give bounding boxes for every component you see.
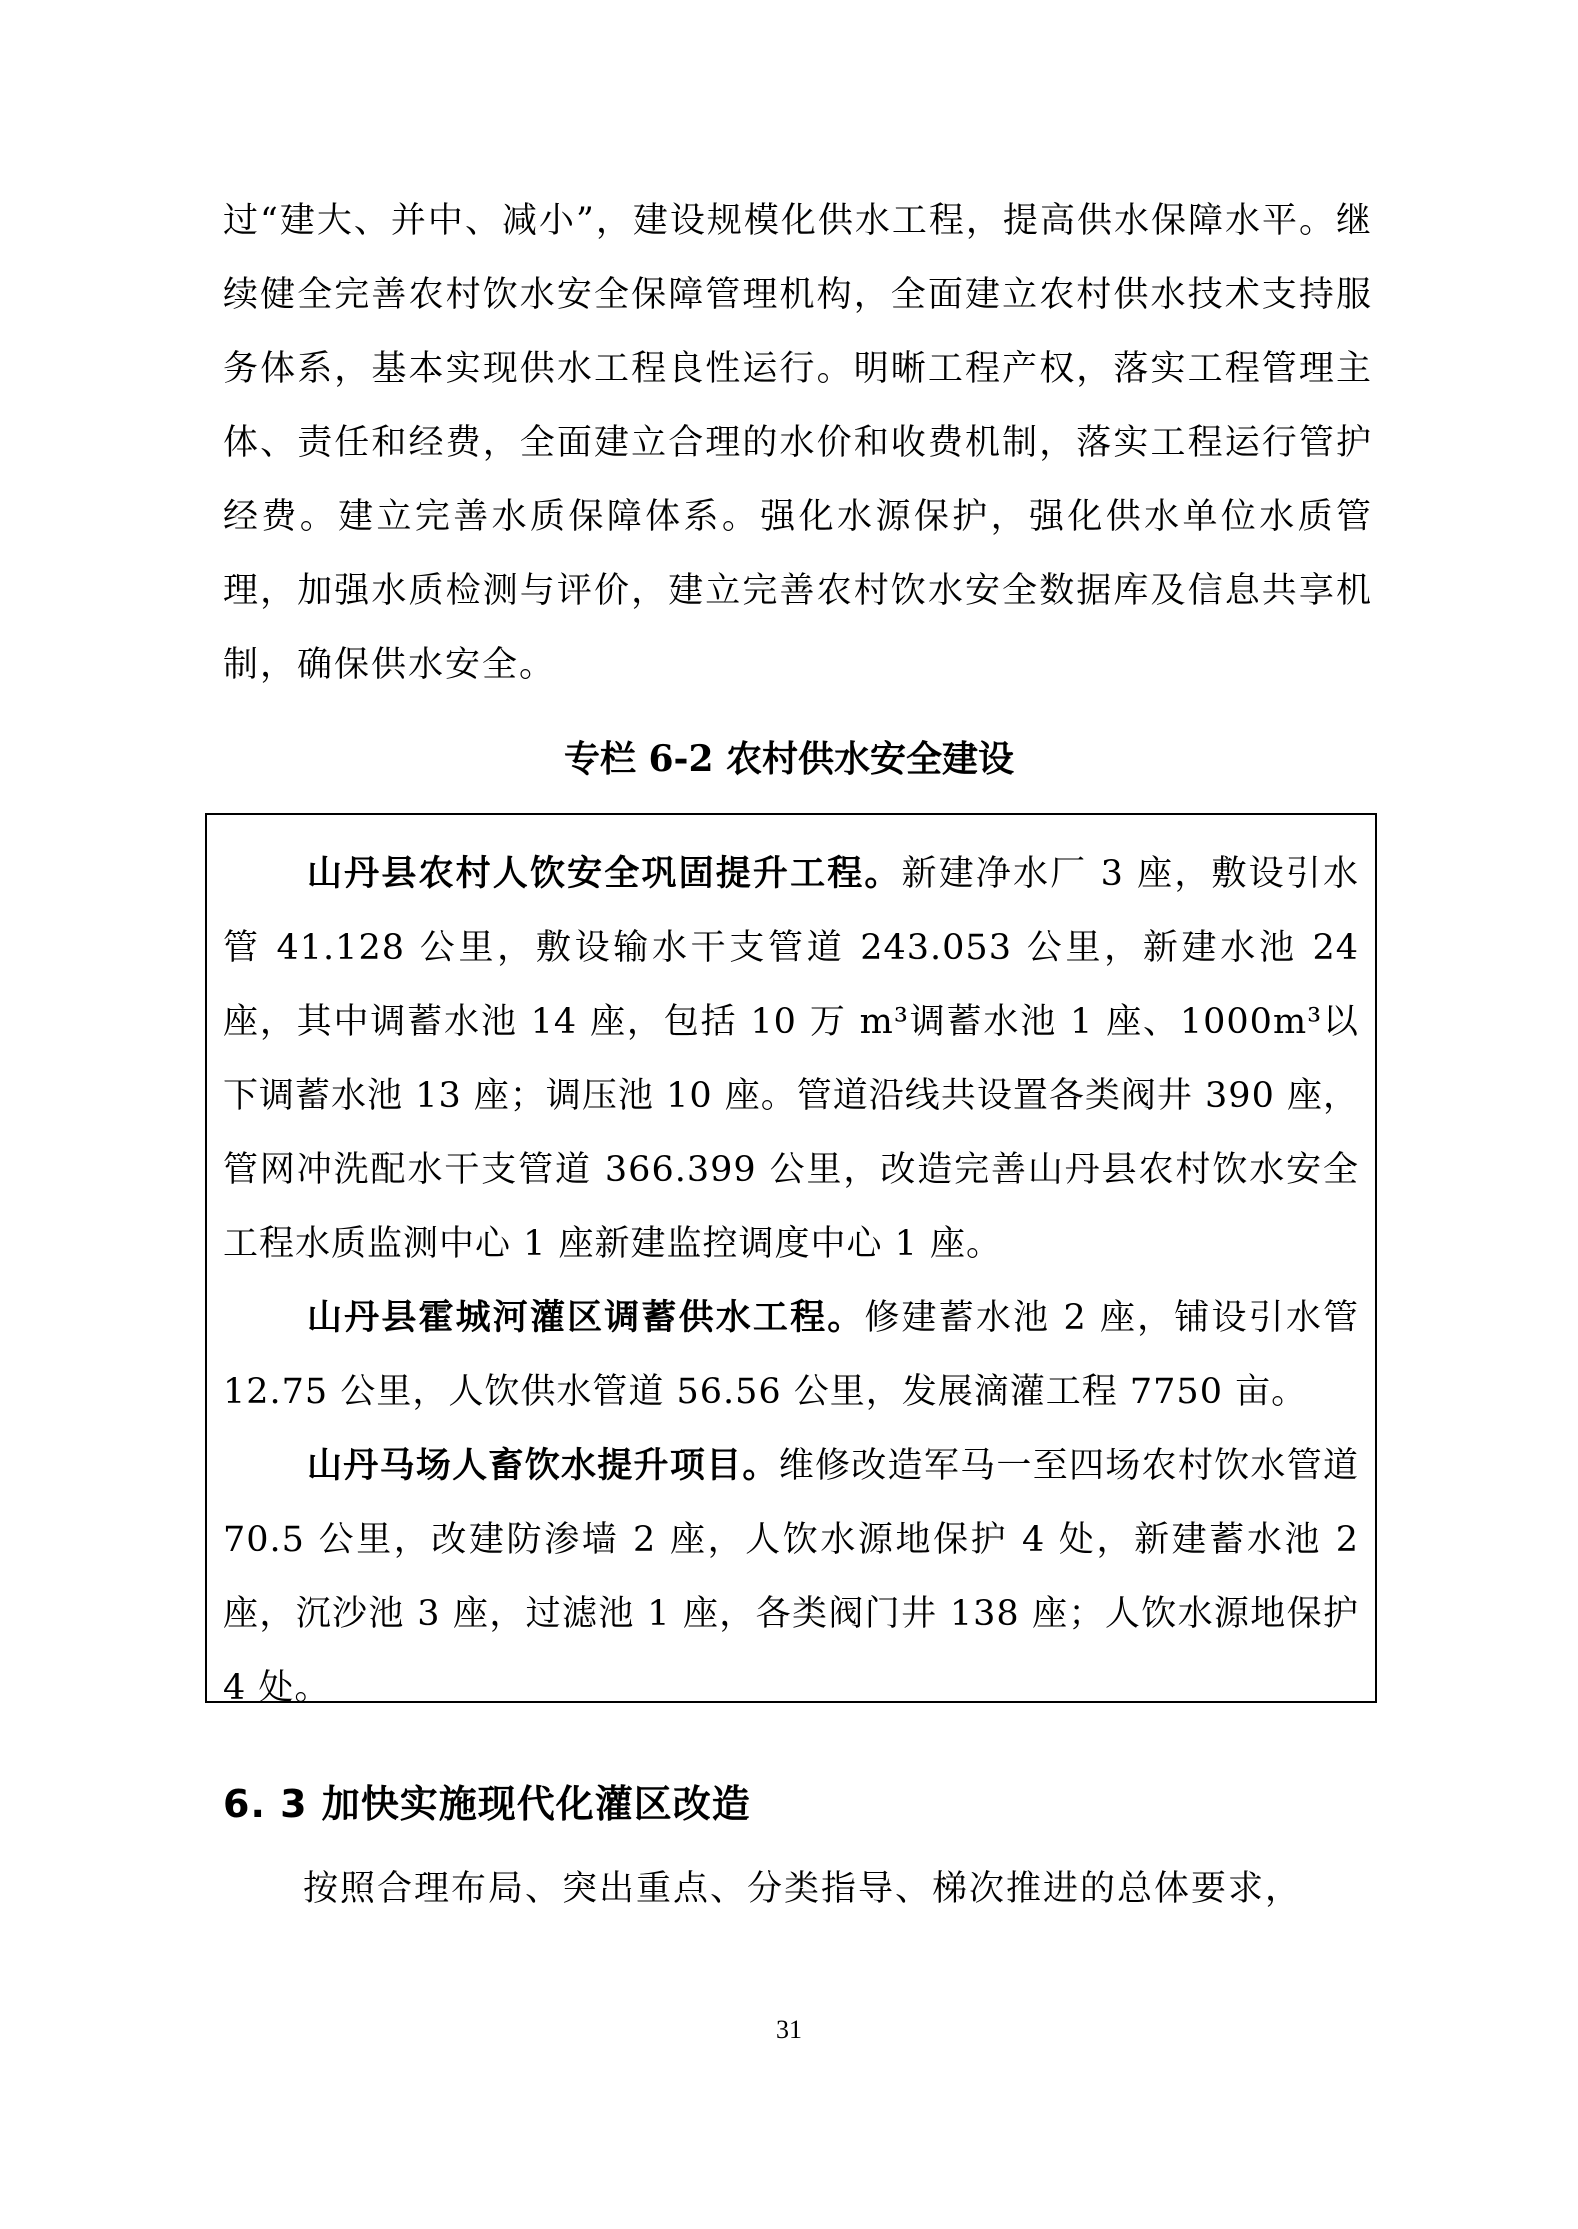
project-name: 山丹县霍城河灌区调蓄供水工程。 xyxy=(307,1297,865,1338)
project-text: 修建蓄水池 2 座，铺设引水管 12.75 公里，人饮供水管道 56.56 公里，发展滴灌工程 7750 亩。 xyxy=(223,1298,1359,1412)
section-paragraph: 按照合理布局、突出重点、分类指导、梯次推进的总体要求， xyxy=(303,1869,1303,1909)
project-text: 新建净水厂 3 座，敷设引水管 41.128 公里，敷设输水干支管道 243.053 公里，新建水池 24 座，其中调蓄水池 14 座，包括 10 万 m³调蓄水池 1 座、1000m³以下调蓄水池 13 座；调压池 10 座。管道沿线共设置各类阀井 390 座，管网冲洗配水干支管道 366.399 公里，改造完善山丹县农村饮水安全工程水质监测中心 1 座新建监控调度中心 1 座。 xyxy=(223,854,1359,1264)
project-paragraph xyxy=(223,837,1359,1281)
project-text: 维修改造军马一至四场农村饮水管道 70.5 公里，改建防渗墙 2 座，人饮水源地保护 4 处，新建蓄水池 2 座，沉沙池 3 座，过滤池 1 座，各类阀门井 138 座；人饮水源地保护 4 处。 xyxy=(223,1446,1359,1708)
intro-paragraph: 过“建大、并中、减小”，建设规模化供水工程，提高供水保障水平。继续健全完善农村饮水安全保障管理机构，全面建立农村供水技术支持服务体系，基本实现供水工程良性运行。明晰工程产权，落实工程管理主体、责任和经费，全面建立合理的水价和收费机制，落实工程运行管护经费。建立完善水质保障体系。强化水源保护，强化供水单位水质管理，加强水质检测与评价，建立完善农村饮水安全数据库及信息共享机制，确保供水安全。 xyxy=(223,201,1373,685)
page-number: 31 xyxy=(776,2015,802,2044)
project-paragraph xyxy=(223,1429,1359,1725)
project-name: 山丹县农村人饮安全巩固提升工程。 xyxy=(307,853,902,894)
project-name: 山丹马场人畜饮水提升项目。 xyxy=(307,1445,779,1486)
project-paragraph xyxy=(223,1281,1359,1429)
column-box xyxy=(205,813,1377,1708)
column-title: 专栏 6-2 农村供水安全建设 xyxy=(563,738,1015,780)
section-heading: 6. 3 加快实施现代化灌区改造 xyxy=(223,1782,751,1826)
